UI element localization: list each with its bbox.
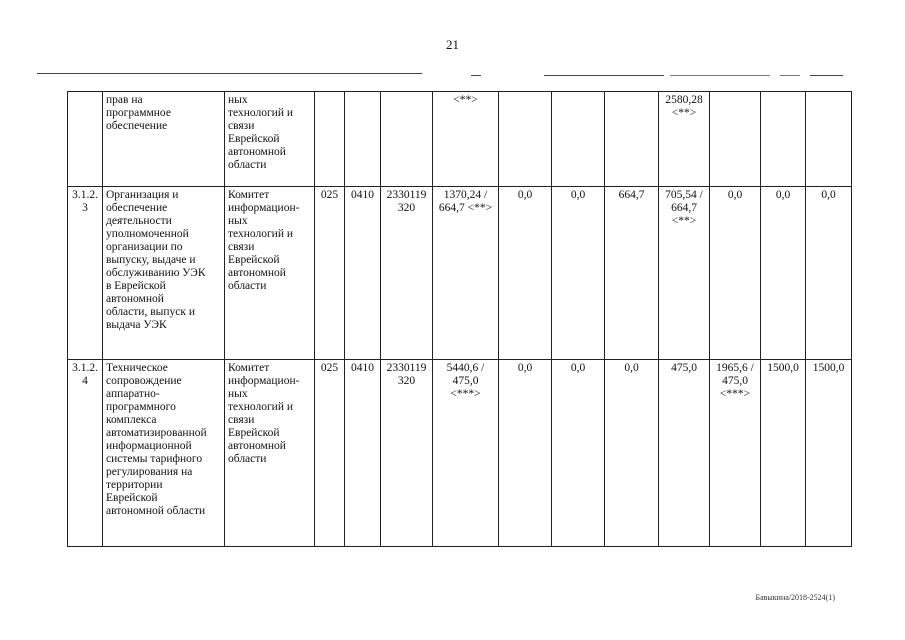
year-amount-cell: 1965,6 / 475,0 <***> — [710, 360, 761, 547]
table-row — [68, 360, 852, 547]
year-amount-cell — [552, 92, 605, 187]
table-row — [68, 187, 852, 360]
year-amount-cell — [806, 92, 852, 187]
year-amount-cell — [499, 92, 552, 187]
table-row — [68, 92, 852, 187]
measure-name-cell: Организация и обеспечение деятельности уполномоченной организации по выпуску, выдаче и обслуживанию УЭК в Еврейской автономной области, выпуск и выдача УЭК — [103, 187, 225, 360]
year-amount-cell — [761, 92, 806, 187]
measure-name-cell: Техническое сопровождение аппаратно- программного комплекса автоматизированной информационной системы тарифного регулирования на территории Еврейской автономной области — [103, 360, 225, 547]
header-rule — [544, 75, 664, 76]
grbs-code-cell: 025 — [315, 360, 345, 547]
year-amount-cell: 0,0 — [761, 187, 806, 360]
program-measures-table — [67, 91, 852, 547]
measure-name-cell: прав на программное обеспечение — [103, 92, 225, 187]
year-amount-cell: 2580,28 <**> — [659, 92, 710, 187]
year-amount-cell: 0,0 — [499, 187, 552, 360]
csr-code-cell — [381, 92, 433, 187]
header-rule — [780, 75, 800, 76]
page-number: 21 — [446, 37, 459, 52]
header-rule — [471, 75, 481, 76]
header-rule — [810, 75, 843, 76]
grbs-code-cell — [315, 92, 345, 187]
total-amount-cell: 1370,24 / 664,7 <**> — [433, 187, 499, 360]
total-amount-cell: 5440,6 / 475,0 <***> — [433, 360, 499, 547]
executor-cell: Комитет информацион- ных технологий и связи Еврейской автономной области — [225, 187, 315, 360]
year-amount-cell: 475,0 — [659, 360, 710, 547]
year-amount-cell — [605, 92, 659, 187]
grbs-code-cell: 025 — [315, 187, 345, 360]
year-amount-cell: 0,0 — [806, 187, 852, 360]
csr-code-cell: 2330119 320 — [381, 360, 433, 547]
row-index-cell — [68, 92, 103, 187]
year-amount-cell: 0,0 — [605, 360, 659, 547]
rzpr-code-cell — [345, 92, 381, 187]
csr-code-cell: 2330119 320 — [381, 187, 433, 360]
header-rule — [670, 75, 770, 76]
executor-cell: ных технологий и связи Еврейской автономной области — [225, 92, 315, 187]
rzpr-code-cell: 0410 — [345, 360, 381, 547]
header-rule — [37, 73, 422, 74]
year-amount-cell: 1500,0 — [761, 360, 806, 547]
year-amount-cell: 0,0 — [552, 187, 605, 360]
year-amount-cell: 0,0 — [552, 360, 605, 547]
year-amount-cell: 664,7 — [605, 187, 659, 360]
year-amount-cell: 705,54 / 664,7 <**> — [659, 187, 710, 360]
year-amount-cell: 0,0 — [710, 187, 761, 360]
total-amount-cell: <**> — [433, 92, 499, 187]
year-amount-cell: 0,0 — [499, 360, 552, 547]
year-amount-cell — [710, 92, 761, 187]
row-index-cell: 3.1.2. 3 — [68, 187, 103, 360]
document-code: Бавыкина/2018-2524(1) — [755, 593, 835, 602]
row-index-cell: 3.1.2. 4 — [68, 360, 103, 547]
rzpr-code-cell: 0410 — [345, 187, 381, 360]
executor-cell: Комитет информацион- ных технологий и связи Еврейской автономной области — [225, 360, 315, 547]
year-amount-cell: 1500,0 — [806, 360, 852, 547]
